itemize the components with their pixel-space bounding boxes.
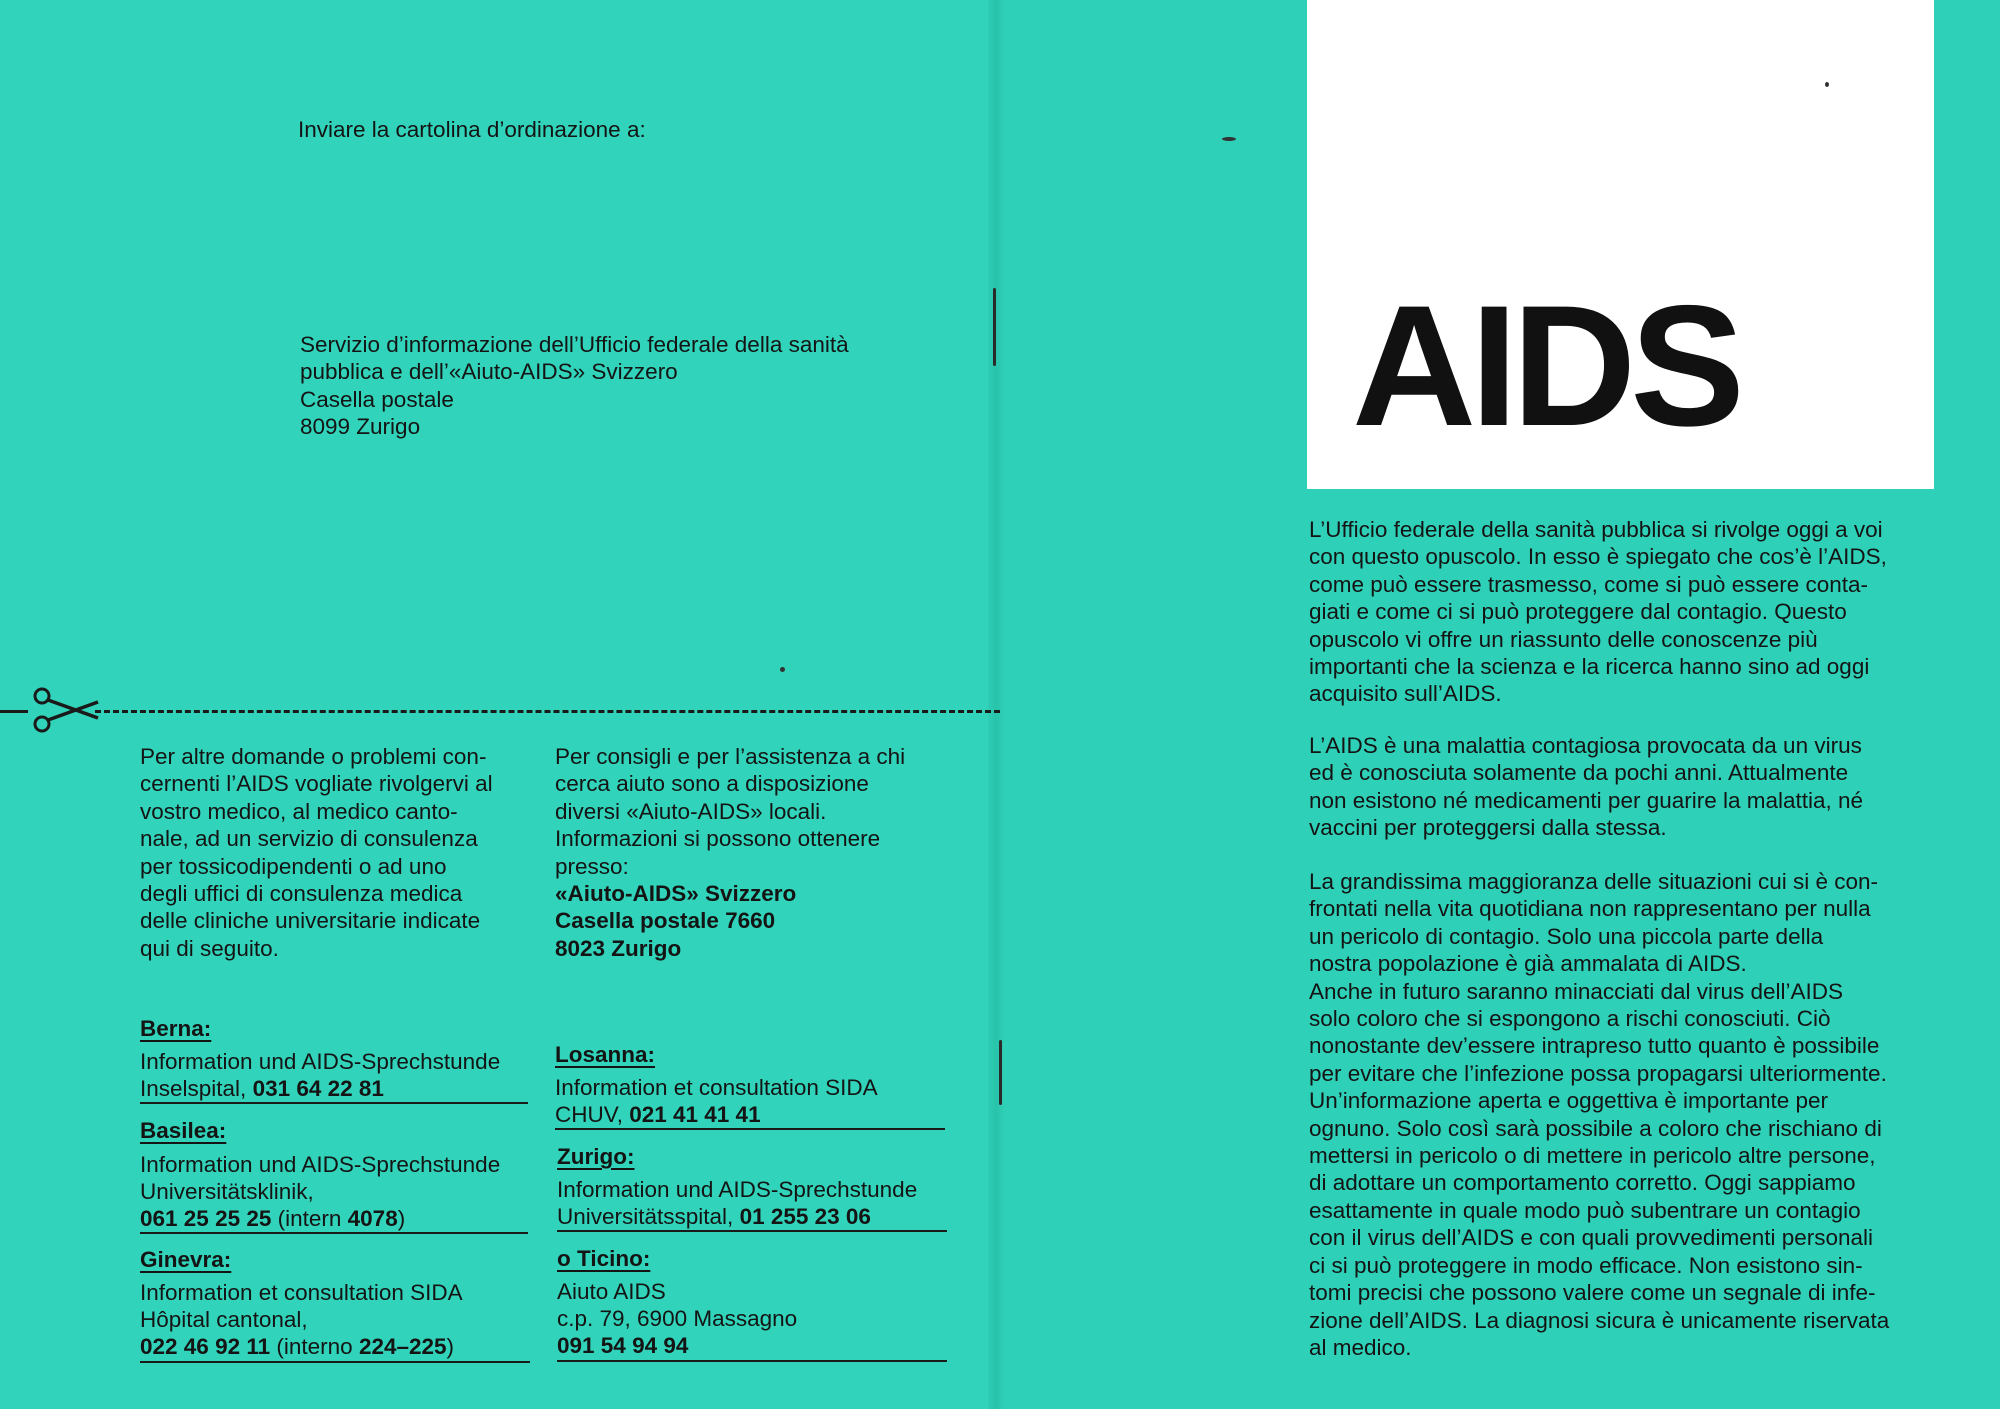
address-line: Servizio d’informazione dell’Ufficio federale della sanità [300, 332, 849, 357]
paragraph-line: frontati nella vita quotidiana non rappresentano per nulla [1309, 896, 1871, 922]
contact-line [140, 1205, 405, 1232]
contact-line: Information und AIDS-Sprechstunde [140, 1152, 501, 1177]
paragraph-line: con questo opuscolo. In esso è spiegato che cos’è l’AIDS, [1309, 544, 1887, 570]
paragraph-line: diversi «Aiuto-AIDS» locali. [555, 798, 827, 824]
paragraph-line: come può essere trasmesso, come si può essere conta- [1309, 571, 1869, 597]
paragraph-line: di adottare un comportamento corretto. Oggi sappiamo [1309, 1170, 1856, 1196]
contact-line: Information et consultation SIDA [140, 1280, 463, 1305]
city-losanna: Losanna: [555, 1042, 656, 1067]
paragraph-line: mettersi in pericolo o di mettere in pericolo altre persone, [1309, 1143, 1876, 1169]
contact-place: CHUV, [555, 1102, 630, 1127]
contact-line [555, 1101, 761, 1128]
cut-line-lead [0, 710, 28, 713]
phone-number: 091 54 94 94 [557, 1333, 689, 1358]
address-line: pubblica e dell’«Aiuto-AIDS» Svizzero [300, 359, 678, 385]
paper-speck [780, 667, 785, 672]
phone-number: 061 25 25 25 [140, 1206, 272, 1231]
contact-line [557, 1332, 688, 1359]
cut-line [0, 700, 1000, 722]
paragraph-line: un pericolo di contagio. Solo una piccola parte della [1309, 923, 1824, 949]
contact-line: Aiuto AIDS [557, 1279, 666, 1304]
paragraph-line: vaccini per proteggersi dalla stessa. [1309, 815, 1667, 841]
address-line: Casella postale [300, 386, 454, 412]
paragraph-line: giati e come ci si può proteggere dal contagio. Questo [1309, 599, 1847, 625]
consult-paragraph [140, 743, 493, 962]
contact-line [140, 1075, 384, 1102]
paragraph-line: acquisito sull’AIDS. [1309, 681, 1502, 707]
paragraph-line: con il virus dell’AIDS e con quali provvedimenti personali [1309, 1225, 1874, 1251]
paragraph-line: qui di seguito. [140, 935, 279, 961]
aiuto-aids-address-line: 8023 Zurigo [555, 935, 682, 961]
paragraph-line: opuscolo vi offre un riassunto delle conoscenze più [1309, 626, 1818, 652]
phone-number: 022 46 92 11 [140, 1334, 271, 1359]
city-basilea: Basilea: [140, 1118, 227, 1143]
paragraph-line: Un’informazione aperta e oggettiva è importante per [1309, 1088, 1829, 1114]
paragraph-line: presso: [555, 853, 629, 879]
phone-number: 01 255 23 06 [739, 1204, 871, 1229]
paragraph-line: ed è conosciuta solamente da pochi anni. Attualmente [1309, 760, 1849, 786]
paragraph-line: importanti che la scienza e la ricerca hanno sino ad oggi [1309, 654, 1870, 680]
paragraph-line: L’AIDS è una malattia contagiosa provocata da un virus [1309, 733, 1862, 758]
contact-text: ) [446, 1334, 455, 1359]
disease-paragraph [1309, 732, 1949, 842]
contact-line: Hôpital cantonal, [140, 1307, 308, 1332]
paragraph-line: per evitare che l’infezione possa propagarsi ulteriormente. [1309, 1060, 1887, 1086]
contact-line: Information und AIDS-Sprechstunde [140, 1049, 501, 1074]
contact-line [557, 1203, 871, 1230]
paragraph-line: cernenti l’AIDS vogliate rivolgervi al [140, 771, 493, 797]
aid-paragraph [555, 743, 905, 962]
paragraph-line: ognuno. Solo così sarà possibile a coloro che rischiano di [1309, 1115, 1882, 1141]
paper-speck [1222, 137, 1236, 141]
cut-line-dashes [95, 710, 1000, 713]
city-ticino: o Ticino: [557, 1246, 651, 1271]
paragraph-line: L’Ufficio federale della sanità pubblica si rivolge oggi a voi [1309, 517, 1883, 542]
contact-line [140, 1333, 454, 1360]
bottom-staple [999, 1040, 1002, 1105]
contact-rule [557, 1360, 947, 1362]
contact-place: Inselspital, [140, 1076, 253, 1101]
paragraph-line: Informazioni si possono ottenere [555, 826, 881, 852]
paragraph-line: per tossicodipendenti o ad uno [140, 853, 447, 879]
paragraph-line: Per consigli e per l’assistenza a chi [555, 744, 906, 769]
top-staple [993, 288, 996, 366]
paragraph-line: delle cliniche universitarie indicate [140, 908, 481, 934]
contact-place: Universitätsspital, [557, 1204, 740, 1229]
phone-extension: 4078 [347, 1206, 398, 1231]
city-zurigo: Zurigo: [557, 1144, 635, 1169]
paragraph-line: nale, ad un servizio di consulenza [140, 826, 478, 852]
contact-line: c.p. 79, 6900 Massagno [557, 1306, 798, 1331]
city-berna: Berna: [140, 1016, 212, 1041]
risk-paragraph [1309, 868, 1949, 1361]
paragraph-line: degli uffici di consulenza medica [140, 881, 463, 907]
paragraph-line: al medico. [1309, 1334, 1412, 1360]
cover-title: AIDS [1352, 270, 1739, 462]
contact-line: Universitätsklinik, [140, 1179, 314, 1204]
contact-line: Information und AIDS-Sprechstunde [557, 1177, 918, 1202]
city-ginevra: Ginevra: [140, 1247, 232, 1272]
paragraph-line: Anche in futuro saranno minacciati dal virus dell’AIDS [1309, 978, 1844, 1004]
aiuto-aids-address-line: Casella postale 7660 [555, 908, 776, 934]
paragraph-line: nostra popolazione è già ammalata di AIDS. [1309, 951, 1747, 977]
contact-rule [140, 1232, 528, 1234]
contact-text: ) [397, 1206, 406, 1231]
paper-speck [1825, 82, 1829, 87]
contact-rule [555, 1128, 945, 1130]
contact-text: (intern [271, 1206, 348, 1231]
paragraph-line: Per altre domande o problemi con- [140, 744, 487, 769]
phone-number: 021 41 41 41 [629, 1102, 761, 1127]
phone-number: 031 64 22 81 [252, 1076, 384, 1101]
contact-rule [557, 1230, 947, 1232]
paragraph-line: solo coloro che si espongono a rischi conosciuti. Ciò [1309, 1006, 1831, 1032]
contact-text: (interno [270, 1334, 359, 1359]
order-address-block [300, 331, 849, 441]
paragraph-line: esattamente in quale modo può subentrare un contagio [1309, 1197, 1861, 1223]
paragraph-line: non esistono né medicamenti per guarire la malattia, né [1309, 787, 1864, 813]
contact-rule [140, 1102, 528, 1104]
paragraph-line: tomi precisi che possono valere come un segnale di infe- [1309, 1280, 1876, 1306]
contact-rule [140, 1361, 530, 1363]
contact-line: Information et consultation SIDA [555, 1075, 878, 1100]
paragraph-line: vostro medico, al medico canto- [140, 798, 458, 824]
paragraph-line: nonostante dev’essere intrapreso tutto quanto è possibile [1309, 1033, 1880, 1059]
aiuto-aids-address-line: «Aiuto-AIDS» Svizzero [555, 881, 797, 907]
paragraph-line: La grandissima maggioranza delle situazioni cui si è con- [1309, 869, 1879, 894]
send-to-label: Inviare la cartolina d’ordinazione a: [298, 117, 646, 142]
paragraph-line: ci si può proteggere in modo efficace. Non esistono sin- [1309, 1252, 1863, 1278]
phone-extension: 224–225 [358, 1334, 447, 1359]
address-line: 8099 Zurigo [300, 414, 421, 440]
intro-paragraph [1309, 516, 1949, 708]
paragraph-line: zione dell’AIDS. La diagnosi sicura è unicamente riservata [1309, 1307, 1890, 1333]
scissors-icon [30, 686, 100, 734]
paragraph-line: cerca aiuto sono a disposizione [555, 771, 869, 797]
